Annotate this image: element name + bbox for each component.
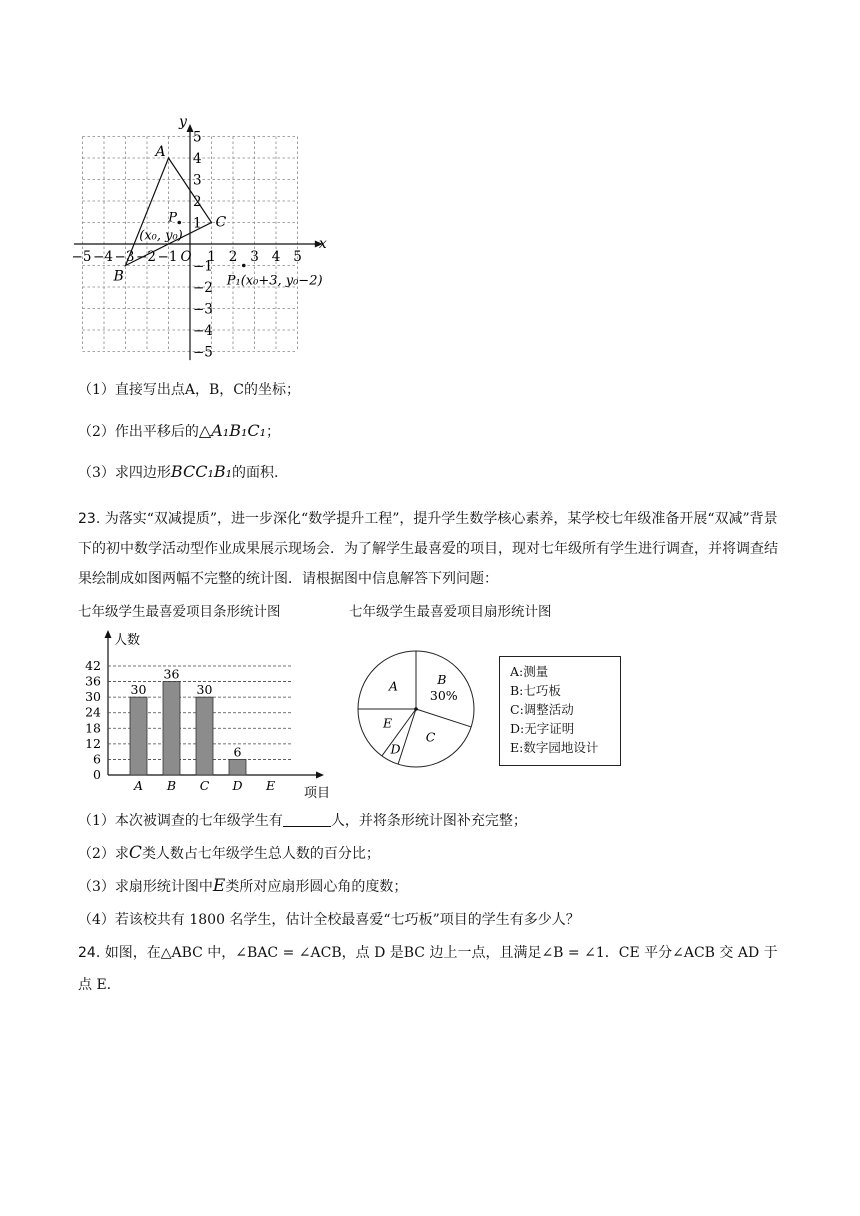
point-p1 xyxy=(242,264,246,268)
q22-item2: （2）作出平移后的△A₁B₁C₁； xyxy=(78,421,281,440)
legend-item-c: C:调整活动 xyxy=(510,702,574,717)
point-p-coord-label: (x₀, y₀) xyxy=(139,228,183,244)
origin-label: O xyxy=(180,249,192,265)
bar-y-tick-label: 0 xyxy=(93,767,101,782)
legend-item-d: D:无字证明 xyxy=(510,721,575,736)
x-tick-label: −5 xyxy=(71,249,92,265)
y-tick-label: −4 xyxy=(193,323,213,339)
q23-item4: （4）若该校共有 1800 名学生，估计全校最喜爱“七巧板”项目的学生有多少人？ xyxy=(78,912,580,928)
pie-slice-label: C xyxy=(425,729,436,745)
legend-item-e: E:数字园地设计 xyxy=(510,740,599,755)
bar-y-tick-label: 6 xyxy=(93,751,101,767)
bar-value-label: 30 xyxy=(196,682,213,698)
bar-chart xyxy=(78,626,338,806)
bar-value-label: 36 xyxy=(163,666,180,682)
point-p xyxy=(177,221,181,225)
bar-c xyxy=(196,697,213,775)
answer-blank xyxy=(283,812,331,827)
pie-chart xyxy=(352,646,488,776)
pie-slice-label: E xyxy=(383,715,393,731)
x-tick-label: −3 xyxy=(114,249,135,265)
q22-item3: （3）求四边形BCC₁B₁的面积. xyxy=(78,462,279,481)
pie-center xyxy=(414,707,418,711)
pie-slice-percent: 30% xyxy=(429,688,458,704)
x-axis-label: x xyxy=(318,236,327,252)
bar-y-label: 人数 xyxy=(114,633,141,648)
q23-item1: （1）本次被调查的七年级学生有 人，并将条形统计图补充完整； xyxy=(78,813,527,829)
bar-y-tick-label: 24 xyxy=(85,704,101,720)
bar-category-label: D xyxy=(232,778,243,793)
q24-line2: 点 E. xyxy=(78,977,112,993)
x-tick-label: 3 xyxy=(250,249,259,265)
point-b-label: B xyxy=(113,268,124,285)
bar-x-label: 项目 xyxy=(304,786,331,801)
q23-item3: （3）求扇形统计图中E类所对应扇形圆心角的度数； xyxy=(78,876,408,896)
bar-category-label: C xyxy=(199,778,210,793)
bar-y-tick-label: 12 xyxy=(85,735,101,751)
y-tick-label: 1 xyxy=(193,215,202,232)
point-p1-label: P₁(x₀+3, y₀−2) xyxy=(226,273,323,289)
bar-value-label: 6 xyxy=(233,744,242,760)
q24-line1: 24. 如图，在△ABC 中，∠BAC = ∠ACB，点 D 是BC 边上一点，且满足∠B = ∠1．CE 平分∠ACB 交 AD 于 xyxy=(78,945,778,961)
x-tick-label: 5 xyxy=(293,249,302,265)
legend-item-b: B:七巧板 xyxy=(510,683,561,698)
pie-legend xyxy=(499,656,621,766)
bar-y-arrow xyxy=(105,630,112,638)
bar-d xyxy=(229,759,246,775)
bar-y-tick-label: 30 xyxy=(85,689,101,705)
bar-y-tick-label: 18 xyxy=(85,720,101,736)
bar-x-arrow xyxy=(316,772,324,779)
y-tick-label: 2 xyxy=(193,194,202,210)
bar-value-label: 30 xyxy=(130,682,147,698)
y-tick-label: −3 xyxy=(193,301,213,318)
bar-a xyxy=(130,697,147,775)
y-tick-label: −2 xyxy=(193,280,213,296)
bar-category-label: B xyxy=(166,778,177,793)
bar-y-tick-label: 42 xyxy=(85,658,101,673)
y-axis-label: y xyxy=(179,113,187,130)
coordinate-grid-figure xyxy=(70,112,350,374)
x-tick-label: −2 xyxy=(136,249,156,265)
point-p-label: P xyxy=(168,210,177,226)
pie-slice-label: D xyxy=(390,741,401,757)
x-tick-label: 2 xyxy=(228,249,238,265)
x-tick-label: −4 xyxy=(93,249,113,265)
pie-slice-label: A xyxy=(388,678,398,694)
x-tick-label: 4 xyxy=(271,249,281,265)
triangle-abc xyxy=(113,144,323,289)
y-tick-label: 3 xyxy=(193,172,202,189)
y-tick-label: 4 xyxy=(193,151,202,167)
x-tick-label: −1 xyxy=(157,249,178,265)
pie-chart-title: 七年级学生最喜爱项目扇形统计图 xyxy=(349,604,552,620)
q22-item1: （1）直接写出点A，B，C的坐标； xyxy=(78,382,301,398)
bar-chart-title: 七年级学生最喜爱项目条形统计图 xyxy=(78,604,281,620)
q23-item2: （2）求C类人数占七年级学生总人数的百分比； xyxy=(78,843,380,863)
pie-slice-label: B xyxy=(437,672,447,688)
bar-b xyxy=(163,682,180,775)
y-tick-label: −1 xyxy=(193,258,213,275)
point-a-label: A xyxy=(155,144,166,160)
tick-labels xyxy=(72,130,302,361)
bar-y-tick-label: 36 xyxy=(85,673,101,689)
point-c-label: C xyxy=(215,214,227,231)
y-tick-label: −5 xyxy=(193,344,213,361)
bar-category-label: E xyxy=(265,778,276,793)
bar-category-label: A xyxy=(133,778,144,793)
y-tick-label: 5 xyxy=(193,129,202,146)
q23-stem: 23. 为落实“双减提质”，进一步深化“数学提升工程”，提升学生数学核心素养，某学校七年级准备开展“双减”背景下的初中数学活动型作业成果展示现场会．为了解学生最喜爱的项目，现对七年级所有学生进行调查，并将调查结果绘制成如图两幅不完整的统计图．请根据图中信息解答下列问题： xyxy=(78,511,778,587)
legend-item-a: A:测量 xyxy=(510,664,549,679)
x-tick-label: 1 xyxy=(207,249,216,265)
